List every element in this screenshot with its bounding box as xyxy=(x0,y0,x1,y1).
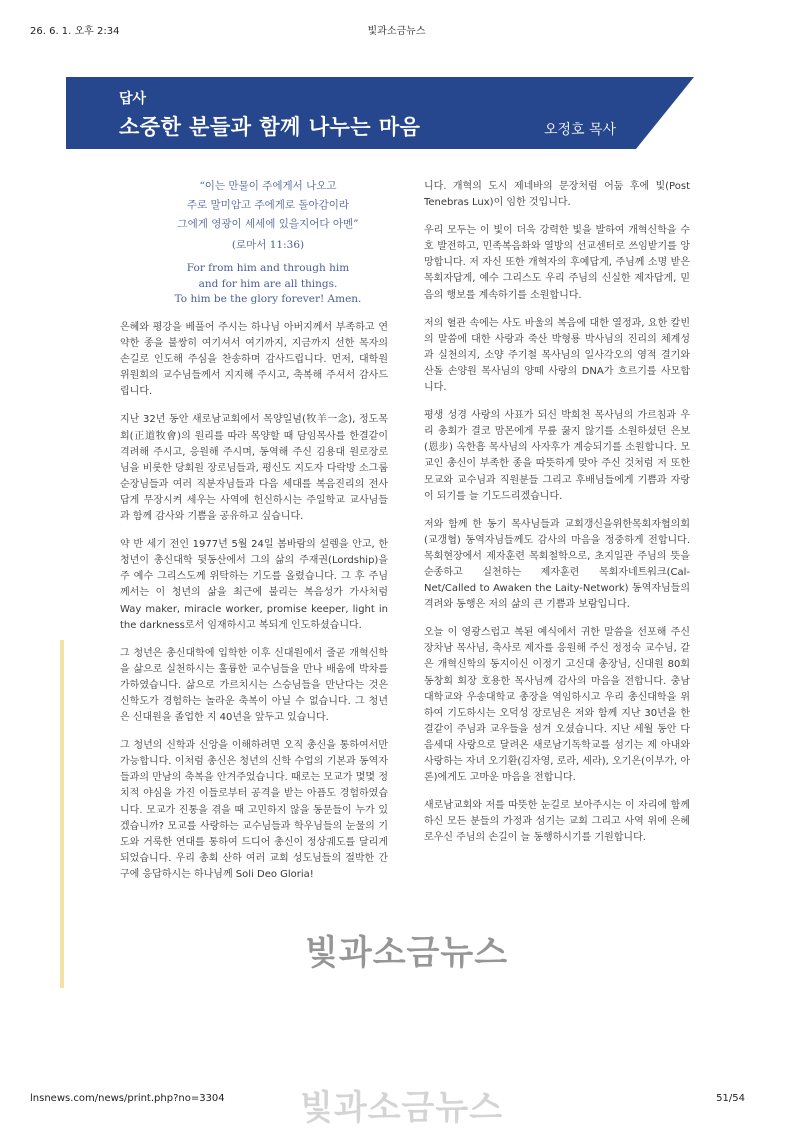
watermark-logo: 빛과소금뉴스 xyxy=(300,1088,504,1128)
article-title: 소중한 분들과 함께 나누는 마음 xyxy=(119,115,421,139)
print-url: lnsnews.com/news/print.php?no=3304 xyxy=(30,1093,225,1104)
verse-english-line: To him be the glory forever! Amen. xyxy=(174,293,362,305)
verse-english-line: and for him are all things. xyxy=(198,277,338,290)
body-paragraph: 오늘 이 영광스럽고 복된 예식에서 귀한 말씀을 선포해 주신 장차남 목사님, 축사로 제자를 응원해 주신 정정숙 교수님, 같은 개혁신학의 동지이신 이정기 고신대 총장님, 신대원 80회 동창회 회장 호용한 목사님께 감사의 마음을 전합니다. 충남대학교와 우송대학교 총장을 역임하시고 우리 총신대학을 위하여 기도하시는 오덕성 장로님은 저와 함께 지난 30년을 한결같이 주님과 교우들을 섬겨 오셨습니다. 지난 세월 동안 다음세대 사랑으로 달려온 새로남기독학교를 섬기는 제 아내와 사랑하는 자녀 오기환(김자영, 로라, 세라), 오기은(이부가, 아론)에게도 고마운 마음을 전합니다. xyxy=(424,627,690,784)
right-column xyxy=(424,179,690,858)
print-date: 26. 6. 1. 오후 2:34 xyxy=(30,26,120,37)
body-paragraph: 니다. 개혁의 도시 제네바의 문장처럼 어둠 후에 빛(Post Tenebras Lux)이 임한 것입니다. xyxy=(424,181,690,209)
article-banner xyxy=(66,77,694,149)
verse-english-line: For from him and through him xyxy=(186,262,350,274)
left-column xyxy=(120,320,388,895)
banner-kicker: 답사 xyxy=(119,91,147,107)
page-number: 51/54 xyxy=(716,1093,745,1104)
body-paragraph: 약 반 세기 전인 1977년 5월 24일 봄바람의 설렘을 안고, 한 청년이 총신대학 뒷동산에서 그의 삶의 주재권(Lordship)을 주 예수 그리스도께 위탁하는 기도를 올렸습니다. 그 후 주님께서는 이 청년의 삶을 최근에 불리는 복음성가 가사처럼 Way maker, miracle worker, promise keeper, light in the darkness로서 임재하시고 복되게 인도하셨습니다. xyxy=(120,539,388,631)
article-author: 오정호 목사 xyxy=(544,122,617,138)
body-paragraph: 지난 32년 동안 새로남교회에서 목양일념(牧羊一念), 정도목회(正道牧會)의 원리를 따라 목양할 때 담임목사를 한결같이 격려해 주시고, 응원해 주시며, 동역해 주신 김용대 원로장로님을 비롯한 당회원 장로님들과, 평신도 지도자 다락방 소그룹 순장님들과 여러 직분자님들과 다음 세대를 복음진리의 전사답게 무장시켜 세우는 사역에 헌신하시는 주일학교 교사님들과 함께 감사와 기쁨을 공유하고 싶습니다. xyxy=(120,414,388,523)
body-paragraph: 우리 모두는 이 빛이 더욱 강력한 빛을 발하여 개혁신학을 수호 발전하고, 민족복음화와 열방의 선교센터로 쓰임받기를 앙망합니다. 저 자신 또한 개혁자의 후예답게, 주님께 소명 받은 목회자답게, 예수 그리스도 우리 주님의 신실한 제자답게, 믿음의 행보를 계속하기를 소원합니다. xyxy=(424,225,690,301)
scripture-quote xyxy=(148,177,388,308)
verse-korean-line: “이는 만물이 주에게서 나오고 xyxy=(199,180,337,192)
body-paragraph: 평생 성경 사랑의 사표가 되신 박희천 목사님의 가르침과 우리 총회가 결코 맘몬에게 무릎 꿇지 않기를 소원하셨던 은보(恩步) 옥한흠 목사님의 사자후가 계승되기를 소원합니다. 모교인 총신이 부족한 종을 따뜻하게 맞아 주신 것처럼 저 또한 모교와 교수님과 직원분들 그리고 후배님들에게 기쁨과 자랑이 되기를 늘 기도드리겠습니다. xyxy=(424,410,690,502)
watermark-logo: 빛과소금뉴스 xyxy=(305,933,509,973)
body-paragraph: 새로남교회와 저를 따뜻한 눈길로 보아주시는 이 자리에 함께 하신 모든 분들의 가정과 섬기는 교회 그리고 사역 위에 은혜로우신 주님의 손길이 늘 동행하시기를 기원합니다. xyxy=(424,800,690,844)
verse-reference: (로마서 11:36) xyxy=(231,239,305,251)
verse-korean-line: 주로 말미암고 주에게로 돌아감이라 xyxy=(186,199,350,211)
body-paragraph: 저의 혈관 속에는 사도 바울의 복음에 대한 열정과, 요한 칼빈의 말씀에 대한 사랑과 죽산 박형룡 박사님의 진리의 체계성과 실천의지, 소양 주기철 목사님의 일사각오의 영적 결기와 산돌 손양원 목사님의 양떼 사랑의 DNA가 흐르기를 사모합니다. xyxy=(424,317,690,394)
body-paragraph: 그 청년의 신학과 신앙을 이해하려면 오직 총신을 통하여서만 가능합니다. 이처럼 총신은 청년의 신학 수업의 기본과 동역자들과의 만남의 축복을 안겨주었습니다. 때로는 모교가 몇몇 정치적 야심을 가진 이들로부터 공격을 받는 아픔도 경험하였습니다. 모교가 진통을 겪을 때 고민하지 않을 동문들이 누가 있겠습니까? 모교를 사랑하는 교수님들과 학우님들의 눈물의 기도와 거룩한 연대를 통하여 드디어 총신이 정상궤도를 달리게 되었습니다. 우리 총회 산하 여러 교회 성도님들의 절박한 간구에 응답하시는 하나님께 Soli Deo Gloria! xyxy=(120,740,388,880)
body-paragraph: 그 청년은 총신대학에 입학한 이후 신대원에서 줄곧 개혁신학을 삶으로 실천하시는 훌륭한 교수님들을 만나 배움에 박차를 가하였습니다. 삶으로 가르치시는 스승님들을 만난다는 것은 신학도가 경험하는 놀라운 축복이 아닐 수 없습니다. 그 청년은 신대원을 졸업한 지 40년을 앞두고 있습니다. xyxy=(120,647,388,724)
body-paragraph: 은혜와 평강을 베풀어 주시는 하나님 아버지께서 부족하고 연약한 종을 불쌍히 여기셔서 여기까지, 지금까지 선한 목자의 손길로 인도해 주심을 찬송하며 감사드립니다. 먼저, 대학원 위원회의 교수님들께서 지지해 주시고, 축복해 주셔서 감사드립니다. xyxy=(120,322,388,398)
print-header xyxy=(0,0,793,40)
verse-korean-line: 그에게 영광이 세세에 있을지어다 아멘” xyxy=(177,218,359,230)
margin-rule xyxy=(60,640,64,988)
print-site-name: 빛과소금뉴스 xyxy=(367,26,426,37)
body-paragraph: 저와 함께 한 동기 목사님들과 교회갱신을위한목회자협의회(교갱협) 동역자님들께도 감사의 마음을 정중하게 전합니다. 목회현장에서 제자훈련 목회철학으로, 초지일관 주님의 뜻을 순종하고 실천하는 제자훈련 목회자네트워크(Cal-Net/Called to Awaken the Laity-Network) 동역자님들의 격려와 동행은 저의 삶의 큰 기쁨과 보람입니다. xyxy=(424,518,690,611)
